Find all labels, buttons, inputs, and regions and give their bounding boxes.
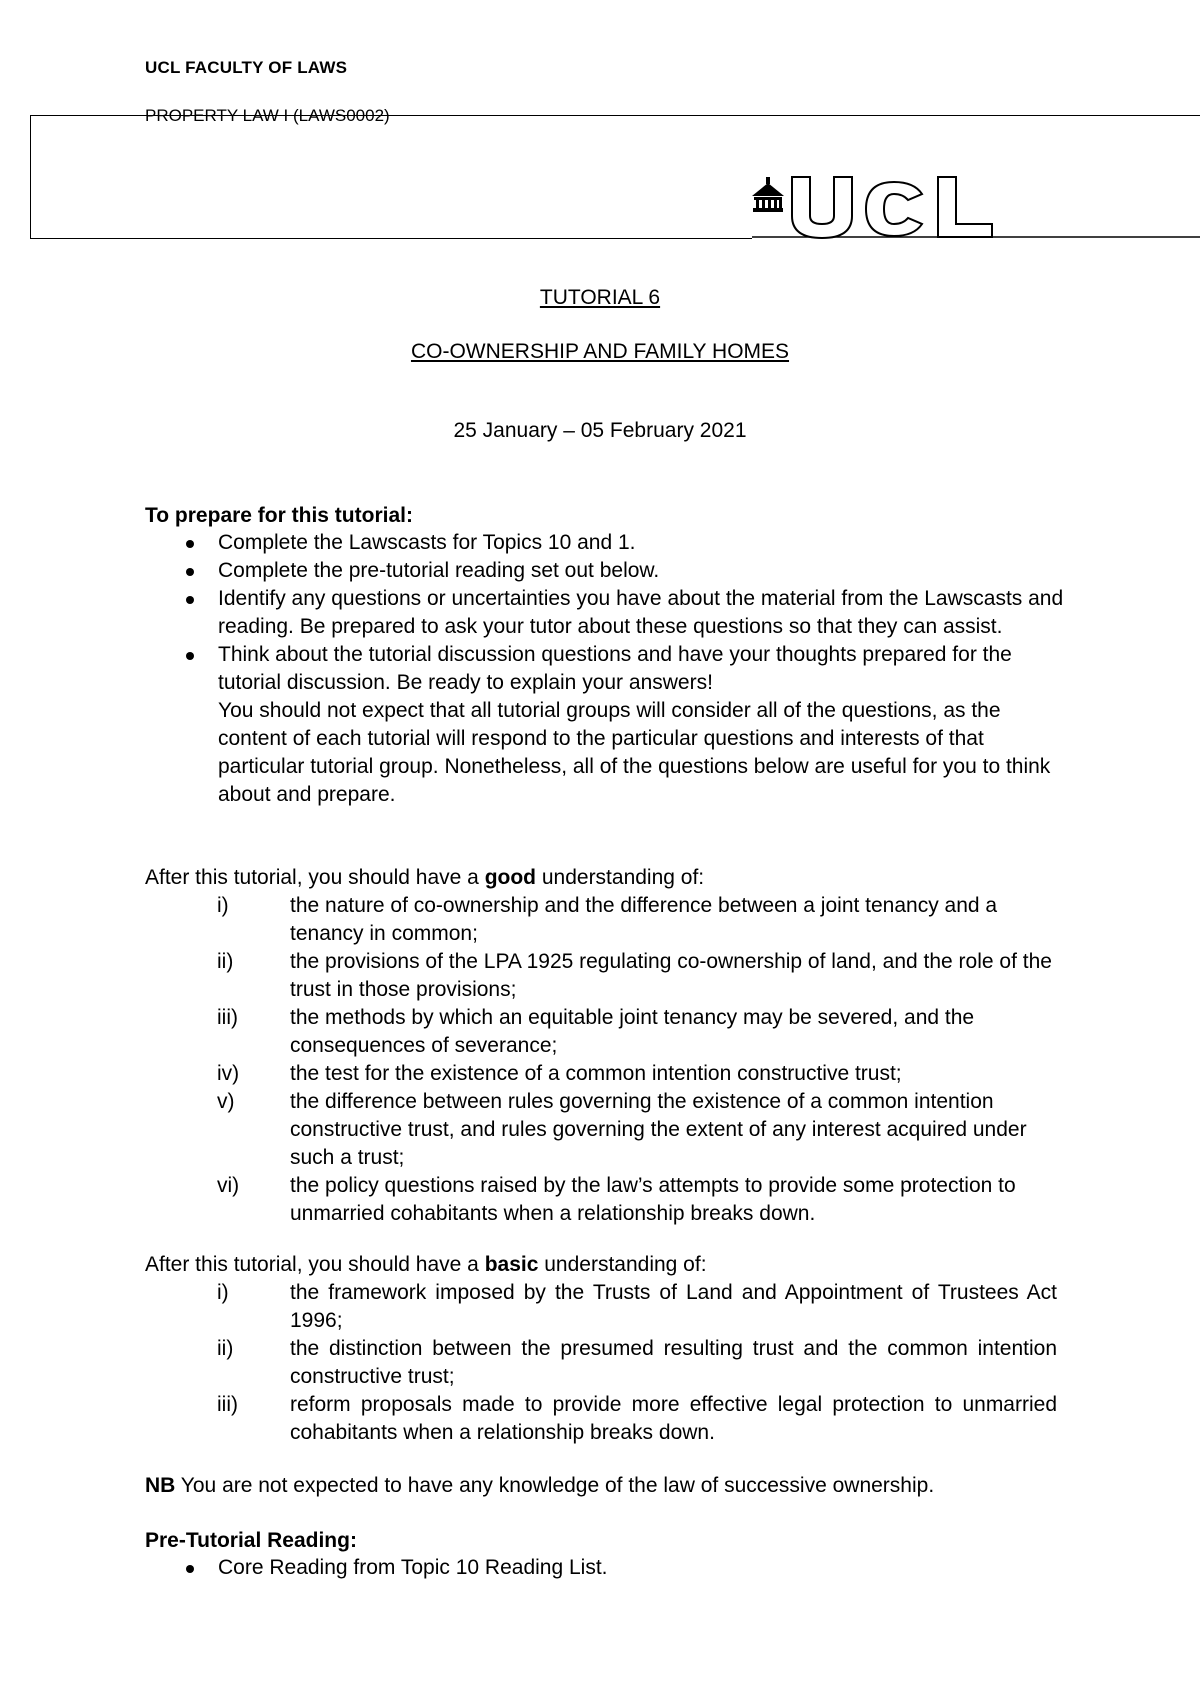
reading-heading: Pre-Tutorial Reading:: [145, 1529, 357, 1552]
prepare-list: [145, 529, 1065, 809]
list-item: Identify any questions or uncertainties you have about the material from the Lawscasts and reading. Be prepared to ask your tutor about these questions so that they can assist.: [145, 585, 1065, 641]
ucl-logo: [752, 176, 1200, 240]
list-item: Complete the pre-tutorial reading set out below.: [145, 557, 1065, 585]
good-understanding-intro: After this tutorial, you should have a good understanding of:: [145, 866, 705, 889]
list-item: vi) the policy questions raised by the law’s attempts to provide some protection to unmarried cohabitants when a relationship breaks down.: [217, 1174, 1016, 1225]
ucl-logo-graphic: [752, 176, 1200, 240]
list-item: Core Reading from Topic 10 Reading List.: [145, 1554, 1065, 1582]
bullet-icon: [186, 596, 194, 604]
bullet-icon: [186, 652, 194, 660]
list-item: ii) the distinction between the presumed resulting trust and the common intention constructive trust;: [217, 1337, 1057, 1388]
nb-note: NB You are not expected to have any knowledge of the law of successive ownership.: [145, 1474, 935, 1497]
basic-understanding-list: [217, 1279, 1057, 1447]
tutorial-dates: 25 January – 05 February 2021: [453, 419, 747, 442]
bullet-icon: [186, 540, 194, 548]
bullet-icon: [186, 1565, 194, 1573]
list-item: ii) the provisions of the LPA 1925 regulating co-ownership of land, and the role of the trust in those provisions;: [217, 950, 1052, 1001]
reading-list: [145, 1554, 1065, 1582]
list-item: i) the framework imposed by the Trusts of Land and Appointment of Trustees Act 1996;: [217, 1281, 1057, 1332]
course-code: PROPERTY LAW I (LAWS0002): [145, 106, 390, 125]
list-item: Think about the tutorial discussion questions and have your thoughts prepared for the tutorial discussion. Be ready to explain your answers!: [145, 641, 1065, 697]
list-item: iv) the test for the existence of a common intention constructive trust;: [217, 1062, 902, 1085]
topic-title: CO-OWNERSHIP AND FAMILY HOMES: [410, 340, 790, 363]
basic-understanding-intro: After this tutorial, you should have a basic understanding of:: [145, 1253, 707, 1276]
list-item-note: You should not expect that all tutorial groups will consider all of the questions, as the content of each tutorial will respond to the particular questions and interests of that particular tutorial group. Nonetheless, all of the questions below are useful for you to think about and prepare.: [218, 699, 1051, 806]
list-item: v) the difference between rules governing the existence of a common intention constructive trust, and rules governing the extent of any interest acquired under such a trust;: [217, 1090, 1027, 1169]
portico-icon: [752, 177, 784, 212]
bullet-icon: [186, 568, 194, 576]
list-item: i) the nature of co-ownership and the difference between a joint tenancy and a tenancy in common;: [217, 894, 998, 945]
tutorial-title: TUTORIAL 6: [539, 286, 661, 309]
list-item: iii) the methods by which an equitable joint tenancy may be severed, and the consequences of severance;: [217, 1006, 975, 1057]
list-item: Complete the Lawscasts for Topics 10 and 1.: [145, 529, 1065, 557]
faculty-name: UCL FACULTY OF LAWS: [145, 58, 348, 77]
good-understanding-list: [217, 892, 1057, 1228]
prepare-heading: To prepare for this tutorial:: [145, 504, 413, 527]
list-item: iii) reform proposals made to provide more effective legal protection to unmarried cohabitants when a relationship breaks down.: [217, 1393, 1057, 1444]
